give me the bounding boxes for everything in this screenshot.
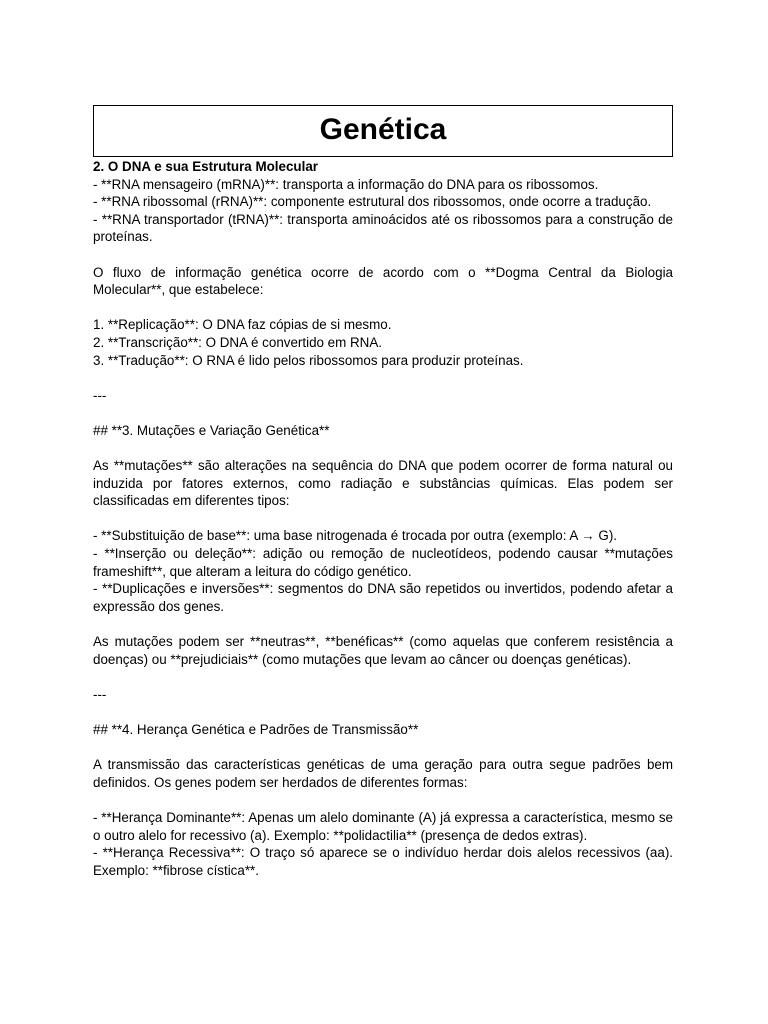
- list-item: - **RNA mensageiro (mRNA)**: transporta a informação do DNA para os ribossomos.: [93, 176, 599, 192]
- section-2-heading: 2. O DNA e sua Estrutura Molecular: [93, 159, 318, 174]
- list-item: 2. **Transcrição**: O DNA é convertido em RNA.: [93, 334, 382, 350]
- document-page: [93, 105, 673, 879]
- dogma-paragraph: O fluxo de informação genética ocorre de acordo com o **Dogma Central da Biologia Molecular**, que estabelece:: [93, 264, 673, 298]
- spacer: [93, 615, 673, 633]
- list-item: 1. **Replicação**: O DNA faz cópias de si mesmo.: [93, 317, 392, 333]
- section-4-heading: ## **4. Herança Genética e Padrões de Transmissão**: [93, 722, 419, 737]
- spacer: [93, 440, 673, 458]
- separator: ---: [93, 387, 107, 403]
- spacer: [93, 299, 673, 317]
- separator: ---: [93, 686, 107, 702]
- spacer: [93, 703, 673, 721]
- list-item: - **Substituição de base**: uma base nitrogenada é trocada por outra (exemplo: A → G).: [93, 528, 618, 544]
- list-item: - **RNA ribossomal (rRNA)**: componente estrutural dos ribossomos, onde ocorre a tradução.: [93, 194, 652, 210]
- section-3-intro: As **mutações** são alterações na sequência do DNA que podem ocorrer de forma natural ou induzida por fatores externos, como radiação e substâncias químicas. Elas podem ser classificadas em diferentes tipos:: [93, 458, 673, 509]
- spacer: [93, 404, 673, 422]
- list-item: 3. **Tradução**: O RNA é lido pelos ribossomos para produzir proteínas.: [93, 352, 524, 368]
- document-title: Genética: [319, 113, 447, 146]
- list-item: - **RNA transportador (tRNA)**: transporta aminoácidos até os ribossomos para a construção de proteínas.: [93, 211, 673, 245]
- section-3-heading: ## **3. Mutações e Variação Genética**: [93, 422, 330, 438]
- spacer: [93, 668, 673, 686]
- list-item: - **Herança Recessiva**: O traço só aparece se o indivíduo herdar dois alelos recessivos (aa). Exemplo: **fibrose cística**.: [93, 845, 673, 878]
- document-body: [93, 158, 673, 879]
- spacer: [93, 369, 673, 387]
- spacer: [93, 739, 673, 757]
- spacer: [93, 246, 673, 264]
- title-box: [93, 105, 673, 157]
- section-3-closing: As mutações podem ser **neutras**, **benéficas** (como aquelas que conferem resistência a doenças) ou **prejudiciais** (como mutações que levam ao câncer ou doenças genéticas).: [93, 634, 673, 667]
- list-item: - **Duplicações e inversões**: segmentos do DNA são repetidos ou invertidos, podendo afetar a expressão dos genes.: [93, 581, 673, 614]
- list-item: - **Herança Dominante**: Apenas um alelo dominante (A) já expressa a característica, mesmo se o outro alelo for recessivo (a). Exemplo: **polidactilia** (presença de dedos extras).: [93, 809, 673, 843]
- list-item: - **Inserção ou deleção**: adição ou remoção de nucleotídeos, podendo causar **mutações frameshift**, que alteram a leitura do código genético.: [93, 546, 673, 579]
- spacer: [93, 791, 673, 809]
- spacer: [93, 510, 673, 528]
- section-4-intro: A transmissão das características genéticas de uma geração para outra segue padrões bem definidos. Os genes podem ser herdados de diferentes formas:: [93, 757, 673, 790]
